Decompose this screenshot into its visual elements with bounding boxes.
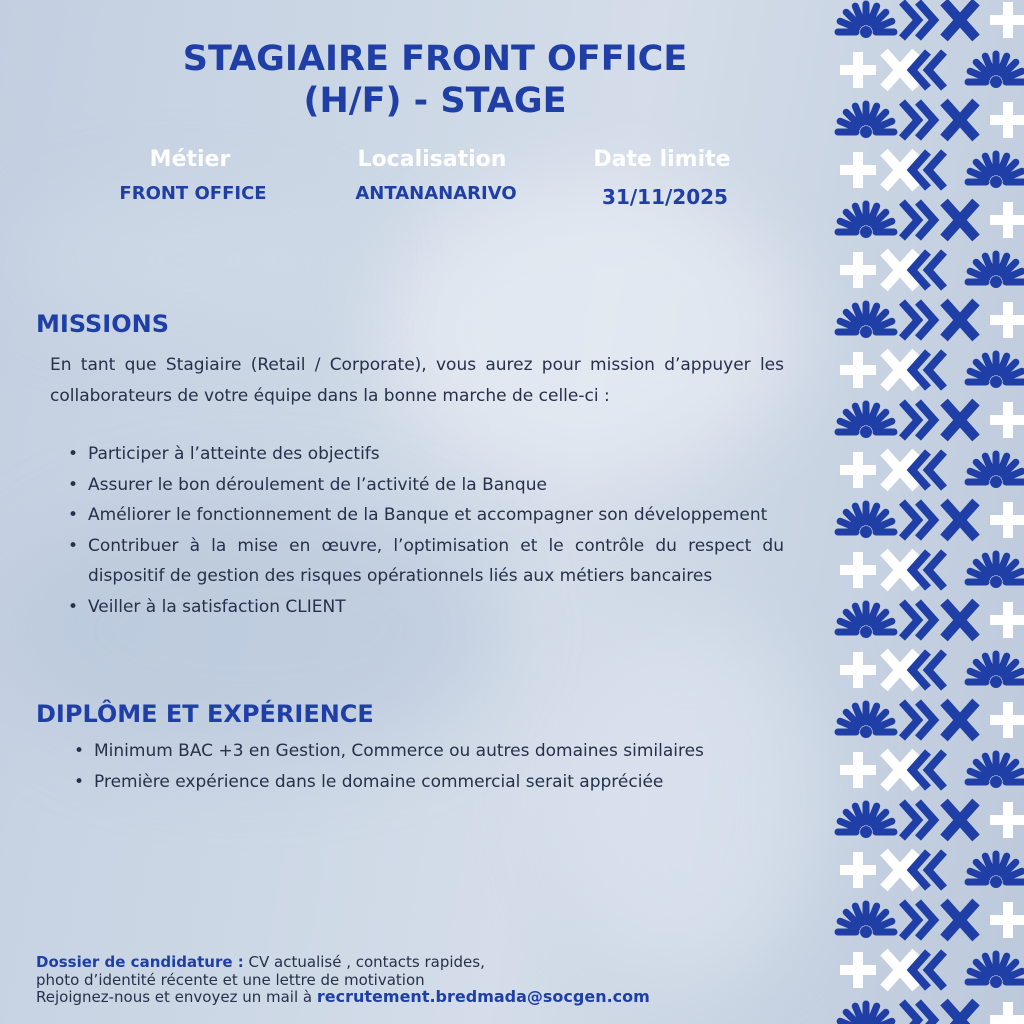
plus-motif	[853, 352, 863, 388]
list-item: • Assurer le bon déroulement de l’activité de la Banque	[50, 470, 784, 501]
plus-motif	[853, 552, 863, 588]
fan-hub	[860, 126, 872, 138]
localisation-value: ANTANANARIVO	[355, 183, 517, 204]
plus-motif	[1003, 1002, 1013, 1024]
list-item: • Minimum BAC +3 en Gestion, Commerce ou autres domaines similaires	[56, 736, 796, 767]
list-item: • Première expérience dans le domaine commercial serait appréciée	[56, 767, 796, 798]
application-note	[36, 953, 756, 971]
fan-motif	[968, 854, 1024, 888]
fan-motif	[838, 104, 894, 138]
date-limite-label: Date limite	[593, 147, 731, 172]
plus-motif	[853, 252, 863, 288]
fan-hub	[990, 976, 1002, 988]
fan-motif	[968, 454, 1024, 488]
fan-hub	[860, 826, 872, 838]
fan-hub	[990, 876, 1002, 888]
chevron-motif	[928, 752, 944, 788]
plus-motif	[1003, 202, 1013, 238]
plus-motif	[853, 752, 863, 788]
fan-hub	[860, 26, 872, 38]
chevron-motif	[928, 552, 944, 588]
chevron-motif	[902, 302, 918, 338]
fan-motif	[968, 754, 1024, 788]
chevron-motif	[902, 202, 918, 238]
fan-hub	[990, 176, 1002, 188]
application-line2: photo d’identité récente et une lettre de motivation	[36, 971, 425, 989]
fan-motif	[838, 404, 894, 438]
fan-hub	[860, 926, 872, 938]
fan-motif	[838, 904, 894, 938]
contact-email: recrutement.bredmada@socgen.com	[316, 987, 650, 1006]
fan-hub	[990, 676, 1002, 688]
fan-motif	[838, 4, 894, 38]
fan-motif	[968, 654, 1024, 688]
chevron-motif	[928, 852, 944, 888]
fan-motif	[968, 154, 1024, 188]
chevron-motif	[902, 802, 918, 838]
chevron-motif	[902, 102, 918, 138]
fan-motif	[838, 604, 894, 638]
list-item: • Participer à l’atteinte des objectifs	[50, 439, 784, 470]
fan-hub	[990, 576, 1002, 588]
fan-motif	[838, 1004, 894, 1024]
background-glow	[20, 200, 360, 320]
chevron-motif	[928, 652, 944, 688]
localisation-label: Localisation	[357, 147, 507, 172]
list-item: • Améliorer le fonctionnement de la Banque et accompagner son développement	[50, 500, 784, 531]
fan-motif	[968, 54, 1024, 88]
job-title	[130, 38, 740, 122]
chevron-motif	[928, 52, 944, 88]
background-glow	[560, 620, 820, 980]
plus-motif	[853, 452, 863, 488]
plus-motif	[1003, 102, 1013, 138]
chevron-motif	[928, 152, 944, 188]
plus-motif	[1003, 902, 1013, 938]
chevron-motif	[928, 952, 944, 988]
background-glow	[380, 180, 800, 480]
fan-motif	[838, 204, 894, 238]
fan-hub	[860, 226, 872, 238]
fan-hub	[860, 526, 872, 538]
chevron-motif	[902, 702, 918, 738]
diploma-list	[56, 736, 796, 797]
diploma-heading: DIPLÔME ET EXPÉRIENCE	[36, 700, 374, 728]
fan-motif	[838, 304, 894, 338]
chevron-motif	[902, 602, 918, 638]
list-item: • Veiller à la satisfaction CLIENT	[50, 592, 784, 623]
fan-hub	[990, 76, 1002, 88]
fan-motif	[838, 704, 894, 738]
chevron-motif	[902, 2, 918, 38]
plus-motif	[1003, 2, 1013, 38]
fan-motif	[838, 804, 894, 838]
job-title-line1: STAGIAIRE FRONT OFFICE	[182, 39, 688, 79]
plus-motif	[1003, 802, 1013, 838]
application-label: Dossier de candidature :	[36, 953, 244, 971]
fan-hub	[860, 626, 872, 638]
chevron-motif	[902, 402, 918, 438]
metier-value: FRONT OFFICE	[119, 183, 267, 204]
fan-motif	[968, 254, 1024, 288]
plus-motif	[1003, 602, 1013, 638]
fan-hub	[990, 276, 1002, 288]
date-limite-value: 31/11/2025	[602, 185, 728, 209]
missions-intro: En tant que Stagiaire (Retail / Corporate), vous aurez pour mission d’appuyer les collaborateurs de votre équipe dans la bonne marche de celle-ci :	[50, 355, 784, 406]
missions-list	[50, 439, 784, 622]
chevron-motif	[928, 352, 944, 388]
fan-hub	[860, 726, 872, 738]
chevron-motif	[902, 902, 918, 938]
decorative-pattern-strip	[832, 0, 1024, 1024]
application-line1: CV actualisé , contacts rapides,	[248, 953, 485, 971]
fan-hub	[860, 426, 872, 438]
plus-motif	[1003, 502, 1013, 538]
fan-motif	[968, 354, 1024, 388]
fan-motif	[968, 954, 1024, 988]
fan-motif	[968, 554, 1024, 588]
plus-motif	[853, 852, 863, 888]
plus-motif	[853, 652, 863, 688]
chevron-motif	[928, 452, 944, 488]
missions-heading: MISSIONS	[36, 310, 170, 338]
fan-motif	[838, 504, 894, 538]
plus-motif	[1003, 402, 1013, 438]
plus-motif	[853, 52, 863, 88]
chevron-motif	[902, 502, 918, 538]
plus-motif	[1003, 302, 1013, 338]
chevron-motif	[928, 252, 944, 288]
plus-motif	[853, 152, 863, 188]
contact-text: Rejoignez-nous et envoyez un mail à	[36, 988, 313, 1006]
fan-hub	[990, 376, 1002, 388]
application-contact	[36, 988, 756, 1006]
job-title-line2: (H/F) - STAGE	[303, 81, 567, 121]
list-item: • Contribuer à la mise en œuvre, l’optimisation et le contrôle du respect du dispositif de gestion des risques opérationnels liés aux métiers bancaires	[50, 531, 784, 592]
plus-motif	[1003, 702, 1013, 738]
plus-motif	[853, 952, 863, 988]
fan-hub	[860, 326, 872, 338]
fan-hub	[990, 776, 1002, 788]
metier-label: Métier	[149, 147, 231, 172]
fan-hub	[990, 476, 1002, 488]
